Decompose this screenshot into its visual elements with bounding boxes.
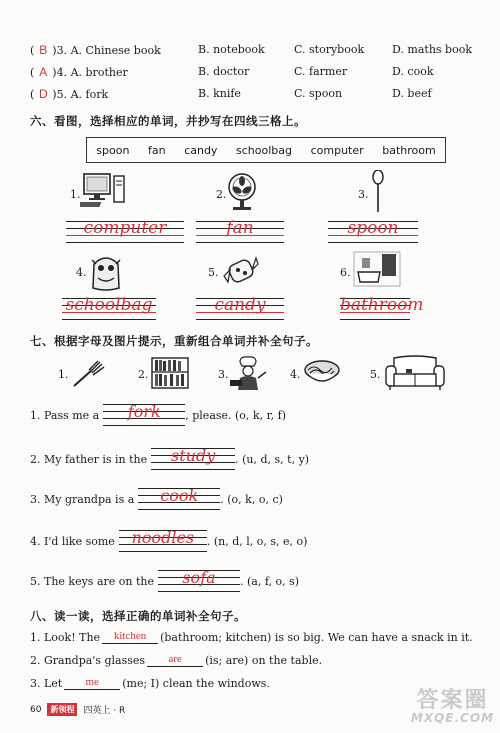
sentence-text: . (u, d, s, t, y) [235, 452, 310, 466]
choice-answer: D [38, 87, 48, 101]
handwritten-answer: computer [83, 218, 167, 238]
word-bank-item: candy [184, 143, 218, 157]
publisher-logo: 新领程 [47, 703, 77, 716]
sentence-5 [30, 570, 299, 592]
item-number: 6. [340, 266, 351, 279]
choice-option-d: D. beef [392, 87, 432, 100]
fill-sentence-1 [30, 630, 473, 644]
choice-option-d: D. cook [392, 65, 434, 78]
computer-icon [80, 170, 130, 212]
four-line-grid [196, 295, 284, 318]
fill-sentence-3 [30, 676, 270, 690]
section-6-title: 六、看图，选择相应的单词，并抄写在四线三格上。 [30, 114, 306, 128]
four-line-grid [340, 295, 424, 318]
choice-answer: B [39, 43, 48, 57]
sentence-text: . (o, k, o, c) [220, 492, 283, 506]
choice-option-b: B. knife [198, 87, 241, 100]
sentence-text: 4. I'd like some [30, 534, 115, 548]
answer-grid [151, 448, 235, 470]
handwritten-answer: sofa [182, 568, 216, 587]
pic-number: 1. [58, 368, 69, 381]
word-bank-item: fan [148, 143, 166, 157]
page-footer [30, 703, 125, 716]
open-paren: ( [30, 65, 35, 79]
pic-number: 2. [138, 368, 149, 381]
handwritten-answer: cook [160, 486, 199, 505]
pic-number: 5. [370, 368, 381, 381]
open-paren: ( [30, 43, 35, 57]
answer-grid [158, 570, 240, 592]
sentence-text: 2. My father is in the [30, 452, 148, 466]
fan-icon [224, 172, 260, 212]
handwritten-answer: candy [214, 295, 266, 315]
handwritten-answer: spoon [347, 218, 399, 238]
cook-icon [228, 354, 268, 392]
item-number: 4. [76, 266, 87, 279]
bookshelf-icon [150, 356, 190, 390]
page-number: 60 [30, 704, 42, 715]
choice-option-c: C. farmer [294, 65, 348, 78]
sentence-text: , please. (o, k, r, f) [185, 408, 286, 422]
sentence-text: (is; are) on the table. [205, 653, 323, 667]
handwritten-answer: fork [127, 402, 161, 421]
watermark-text: 答案圈 [416, 688, 489, 713]
noodles-icon [302, 358, 342, 388]
choice-answer: A [39, 65, 48, 79]
choice-option-c: C. spoon [294, 87, 343, 100]
item-number: 2. [216, 188, 227, 201]
sentence-1 [30, 404, 286, 426]
open-paren: ( [30, 87, 35, 101]
sentence-text: 5. The keys are on the [30, 574, 154, 588]
sentence-4 [30, 530, 307, 552]
word-bank-item: spoon [96, 143, 130, 157]
item-number: 1. [70, 188, 81, 201]
schoolbag-icon [86, 252, 126, 292]
handwritten-answer: noodles [131, 528, 195, 547]
choice-option-d: D. maths book [392, 43, 473, 56]
choice-row-5 [30, 86, 480, 102]
sentence-text: . (n, d, l, o, s, e, o) [206, 534, 308, 548]
watermark [411, 690, 494, 724]
four-line-grid [196, 218, 284, 241]
choice-option-b: B. doctor [198, 65, 250, 78]
sofa-icon [384, 354, 446, 392]
watermark-url: MXQE.COM [410, 711, 494, 725]
answer-grid [138, 488, 220, 510]
choice-row-4 [30, 64, 480, 80]
section-8-title: 八、读一读，选择正确的单词补全句子。 [30, 609, 246, 623]
sentence-3 [30, 488, 283, 510]
sentence-text: 3. Let [30, 676, 63, 690]
four-line-grid [62, 295, 156, 318]
pic-number: 3. [218, 368, 229, 381]
four-line-grid [66, 218, 184, 241]
word-bank-item: schoolbag [236, 143, 293, 157]
answer-blank: kitchen [102, 630, 158, 644]
answer-grid [119, 530, 207, 552]
handwritten-answer: schoolbag [65, 295, 153, 315]
handwritten-answer: bathroom [340, 295, 424, 315]
choice-row-3 [30, 42, 480, 58]
pic-number: 4. [290, 368, 301, 381]
word-bank [86, 137, 446, 163]
four-line-grid [328, 218, 418, 241]
bathroom-icon [352, 250, 402, 290]
sentence-text: 3. My grandpa is a [30, 492, 135, 506]
sentence-2 [30, 448, 309, 470]
sentence-text: 2. Grandpa's glasses [30, 653, 146, 667]
choice-option-a: )3. A. Chinese book [52, 43, 161, 57]
item-number: 3. [358, 188, 369, 201]
fill-sentence-2 [30, 653, 322, 667]
choice-option-a: )5. A. fork [52, 87, 109, 101]
handwritten-answer: study [171, 446, 216, 465]
sentence-text: 1. Pass me a [30, 408, 100, 422]
spoon-icon [370, 170, 386, 214]
section-7-title: 七、根据字母及图片提示，重新组合单词并补全句子。 [30, 334, 318, 348]
fork-icon [70, 360, 106, 388]
sentence-text: 1. Look! The [30, 630, 101, 644]
word-bank-item: bathroom [382, 143, 436, 157]
choice-option-a: )4. A. brother [52, 65, 128, 79]
sentence-text: (me; I) clean the windows. [122, 676, 270, 690]
candy-icon [218, 252, 264, 290]
sentence-text: . (a, f, o, s) [240, 574, 300, 588]
grade-label: 四英上 · R [83, 706, 126, 716]
sentence-text: (bathroom; kitchen) is so big. We can have a snack in it. [160, 630, 473, 644]
word-bank-item: computer [310, 143, 364, 157]
answer-blank: are [147, 653, 203, 667]
answer-grid [103, 404, 185, 426]
answer-blank: me [64, 676, 120, 690]
item-number: 5. [208, 266, 219, 279]
choice-option-b: B. notebook [198, 43, 265, 56]
choice-option-c: C. storybook [294, 43, 365, 56]
handwritten-answer: fan [226, 218, 254, 238]
